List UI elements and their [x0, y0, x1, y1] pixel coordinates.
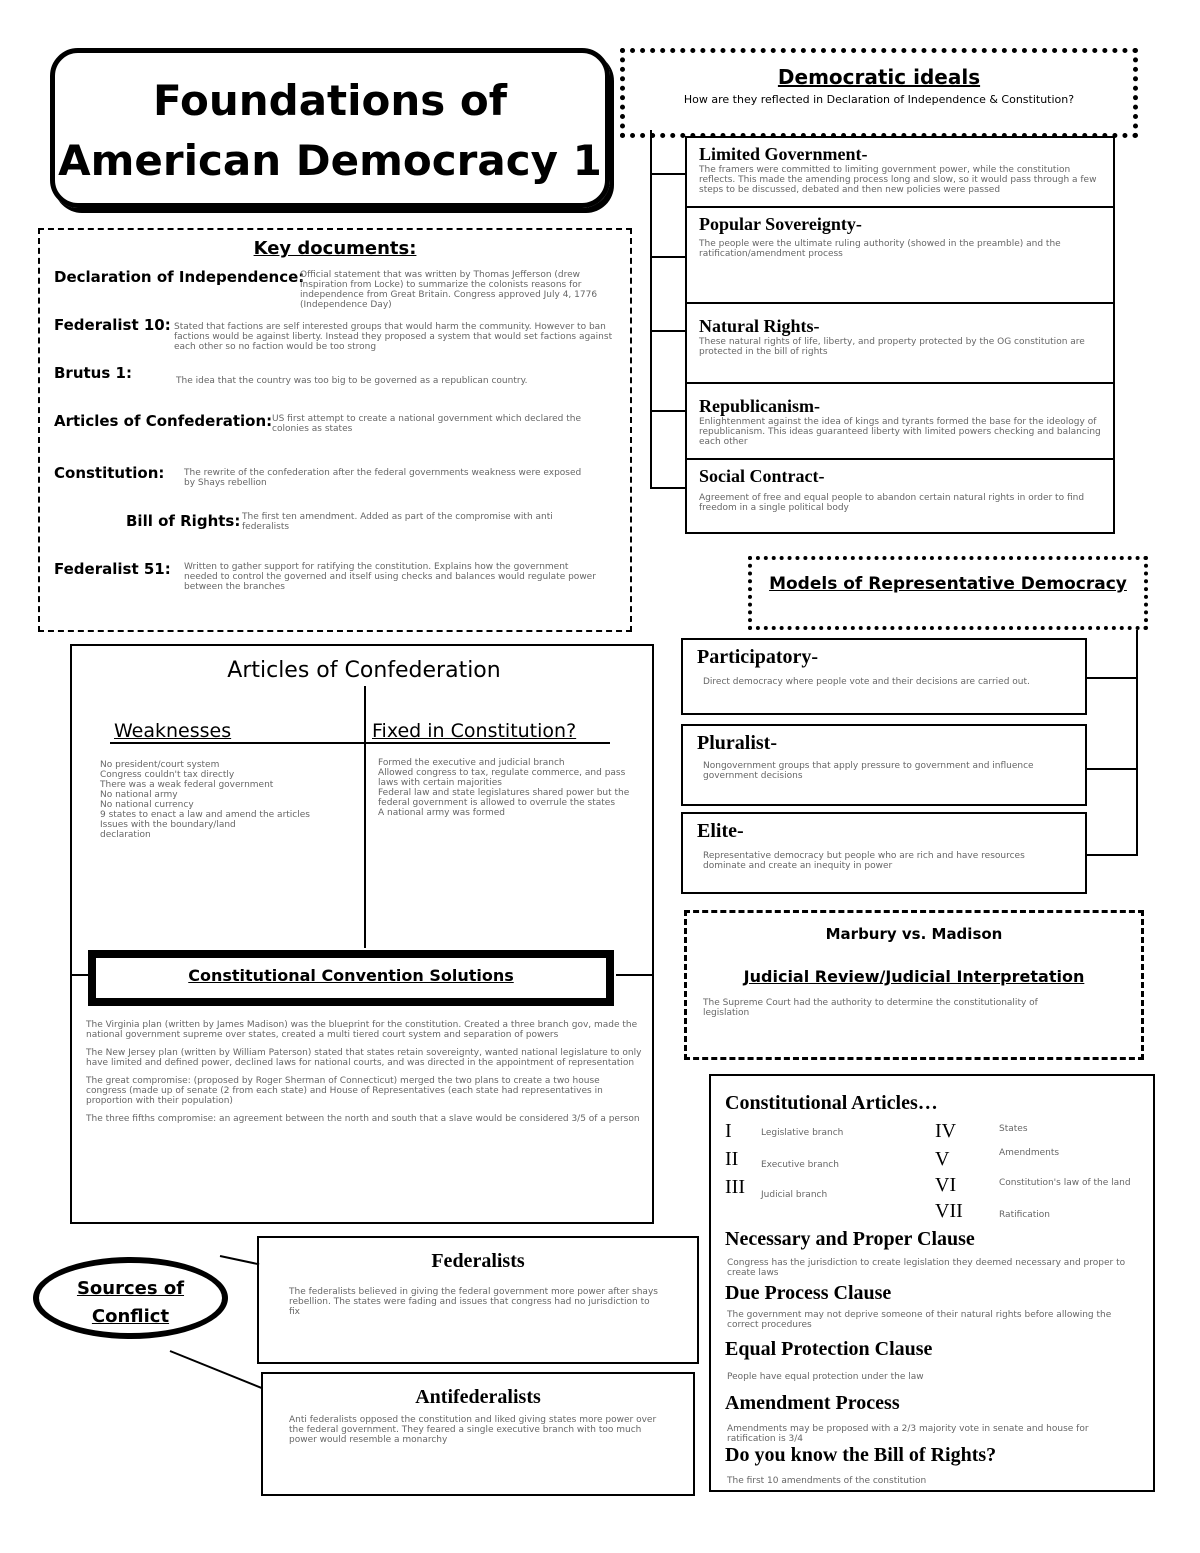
list-item: No national army [100, 790, 178, 800]
ccs-box [88, 950, 614, 1006]
ideals-connector [650, 173, 685, 175]
ideal-name: Natural Rights- [699, 316, 820, 336]
clause-name: Necessary and Proper Clause [725, 1228, 975, 1250]
model-pluralist [681, 724, 1087, 806]
list-item: No president/court system [100, 760, 220, 770]
conflict-heading-line-2: Conflict [91, 1306, 170, 1327]
conflict-heading-line-1: Sources of [76, 1278, 185, 1299]
ccs-connector-right [616, 974, 654, 976]
conflict-connector-top [220, 1255, 260, 1265]
clause-text: Amendments may be proposed with a 2/3 majority vote in senate and house for ratification is 3/4 [727, 1424, 1089, 1444]
marbury-subtitle: Judicial Review/Judicial Interpretation [743, 967, 1085, 986]
ideals-connector [650, 256, 685, 258]
title-line-1: Foundations of [152, 76, 508, 125]
article-label: Amendments [999, 1148, 1060, 1158]
article-number: II [725, 1148, 739, 1170]
democratic-ideals-header [620, 48, 1138, 138]
title-box [50, 48, 610, 208]
model-text: Nongovernment groups that apply pressure to government and influence government decisions [703, 761, 1034, 781]
doc-name: Brutus 1: [54, 364, 132, 382]
ideal-natural-rights [685, 302, 1115, 384]
doc-text: The idea that the country was too big to be governed as a republican country. [176, 376, 528, 386]
list-item: The three fifths compromise: an agreement between the north and south that a slave would be considered 3/5 of a person [86, 1114, 640, 1124]
list-item: Congress couldn't tax directly [100, 770, 235, 780]
list-item: Federal law and state legislatures shared power but the federal government is allowed to overrule the states [378, 788, 630, 808]
clause-name: Do you know the Bill of Rights? [725, 1444, 997, 1466]
ideals-connector-vertical [650, 130, 652, 488]
list-item: Formed the executive and judicial branch [378, 758, 565, 768]
models-header [748, 556, 1148, 630]
constitutional-articles-box [709, 1074, 1155, 1492]
list-item: A national army was formed [378, 808, 506, 818]
article-number: VII [935, 1200, 963, 1222]
doc-name: Bill of Rights: [126, 512, 241, 530]
article-number: I [725, 1120, 732, 1142]
doc-text: The first ten amendment. Added as part of the compromise with anti federalists [242, 512, 553, 532]
clause-name: Equal Protection Clause [725, 1338, 933, 1360]
key-documents-box [38, 228, 632, 632]
list-item: Allowed congress to tax, regulate commerce, and pass laws with certain majorities [378, 768, 626, 788]
title-line-2: American Democracy 1 [58, 136, 602, 185]
conflict-connector-bottom [170, 1350, 263, 1389]
ideal-text: The framers were committed to limiting government power, while the constitution reflects. This made the amending process long and slow, so it would pass through a few steps to be discussed, debated and then new policies were passed [699, 165, 1097, 195]
ideal-popular-sovereignty [685, 206, 1115, 304]
weaknesses-heading: Weaknesses [114, 720, 232, 742]
article-label: Constitution's law of the land [999, 1178, 1131, 1188]
models-connector [1087, 854, 1137, 856]
clause-name: Due Process Clause [725, 1282, 892, 1304]
models-connector [1087, 768, 1137, 770]
doc-text: Official statement that was written by Thomas Jefferson (drew inspiration from Locke) to summarize the colonists reasons for independence from Great Britain. Congress approved July 4, 1776 (Independence Day) [300, 270, 598, 310]
democratic-ideals-question: How are they reflected in Declaration of Independence & Constitution? [683, 93, 1075, 106]
clause-text: Congress has the jurisdiction to create legislation they deemed necessary and proper to create laws [727, 1258, 1126, 1278]
model-text: Direct democracy where people vote and their decisions are carried out. [703, 677, 1030, 687]
ideal-name: Limited Government- [699, 144, 868, 164]
federalists-heading: Federalists [431, 1250, 525, 1272]
aoc-title: Articles of Confederation [227, 658, 501, 683]
marbury-text: The Supreme Court had the authority to determine the constitutionality of legislation [703, 998, 1038, 1018]
article-label: Ratification [999, 1210, 1050, 1220]
federalists-text: The federalists believed in giving the federal government more power after shays rebellion. The states were fading and issues that congress had no jurisdiction to fix [289, 1287, 658, 1317]
ideal-text: Agreement of free and equal people to abandon certain natural rights in order to find freedom in a single political body [699, 493, 1085, 513]
article-label: Executive branch [761, 1160, 839, 1170]
ideals-connector [650, 410, 685, 412]
article-label: Judicial branch [761, 1190, 828, 1200]
models-heading: Models of Representative Democracy [769, 574, 1127, 594]
doc-name: Declaration of Independence: [54, 268, 305, 286]
clause-text: The government may not deprive someone of their natural rights before allowing the correct procedures [727, 1310, 1112, 1330]
clause-text: People have equal protection under the law [727, 1372, 924, 1382]
fixes-list [378, 758, 638, 818]
model-name: Pluralist- [697, 732, 777, 754]
model-name: Participatory- [697, 646, 819, 668]
aoc-divider-vertical [364, 686, 366, 948]
list-item: The Virginia plan (written by James Madison) was the blueprint for the constitution. Created a three branch gov, made the national government supreme over states, created a multi tiered court system and separation of powers [86, 1020, 638, 1040]
ideal-social-contract [685, 458, 1115, 534]
doc-text: Stated that factions are self interested groups that would harm the community. However to ban factions would be against liberty. Instead they proposed a system that would set factions against each other so no faction would be too strong [174, 322, 613, 352]
marbury-title: Marbury vs. Madison [825, 925, 1003, 943]
article-label: States [999, 1124, 1028, 1134]
doc-name: Constitution: [54, 464, 165, 482]
models-connector [1087, 677, 1137, 679]
ideals-connector [650, 487, 685, 489]
list-item: 9 states to enact a law and amend the articles [100, 810, 310, 820]
page-title [55, 71, 605, 191]
ideal-name: Social Contract- [699, 466, 825, 486]
ideal-name: Popular Sovereignty- [699, 214, 862, 234]
ideals-connector [650, 330, 685, 332]
article-number: III [725, 1176, 745, 1198]
ideal-limited-government [685, 136, 1115, 208]
antifederalists-text: Anti federalists opposed the constitution and liked giving states more power over the federal government. They feared a single executive branch with too much power would resemble a monarchy [289, 1415, 657, 1445]
aoc-box [70, 644, 654, 1224]
article-label: Legislative branch [761, 1128, 844, 1138]
model-participatory [681, 638, 1087, 715]
clause-name: Amendment Process [725, 1392, 900, 1414]
doc-name: Federalist 51: [54, 560, 171, 578]
federalists-box [257, 1236, 699, 1364]
fixed-heading: Fixed in Constitution? [372, 720, 577, 742]
antifederalists-box [261, 1372, 695, 1496]
models-connector-vertical [1136, 630, 1138, 856]
solutions-list [86, 1020, 642, 1124]
doc-text: Written to gather support for ratifying the constitution. Explains how the government needed to control the governed and itself using checks and balances would regulate power between the branches [184, 562, 596, 592]
doc-name: Articles of Confederation: [54, 412, 273, 430]
clause-text: The first 10 amendments of the constitution [727, 1476, 927, 1486]
aoc-divider-horizontal [110, 742, 610, 744]
list-item: declaration [100, 830, 151, 840]
model-elite [681, 812, 1087, 894]
list-item: There was a weak federal government [100, 780, 274, 790]
articles-heading: Constitutional Articles… [725, 1092, 938, 1114]
article-number: IV [935, 1120, 957, 1142]
ideal-name: Republicanism- [699, 396, 821, 416]
list-item: The New Jersey plan (written by William Paterson) stated that states retain sovereignty, wanted national legislature to only have limited and defined power, declined laws for national courts, and was directed in the appointment of representation [86, 1048, 642, 1068]
doc-text: The rewrite of the confederation after the federal governments weakness were exposed by Shays rebellion [184, 468, 582, 488]
weaknesses-list [100, 760, 340, 840]
article-number: VI [935, 1174, 957, 1196]
doc-name: Federalist 10: [54, 316, 171, 334]
list-item: Issues with the boundary/land [100, 820, 236, 830]
list-item: No national currency [100, 800, 194, 810]
key-documents-heading: Key documents: [253, 238, 417, 259]
model-text: Representative democracy but people who are rich and have resources dominate and create an inequity in power [703, 851, 1025, 871]
article-number: V [935, 1148, 950, 1170]
antifederalists-heading: Antifederalists [415, 1386, 541, 1408]
democratic-ideals-heading: Democratic ideals [777, 65, 981, 89]
marbury-box [684, 910, 1144, 1060]
doc-text: US first attempt to create a national government which declared the colonies as states [272, 414, 582, 434]
ideal-republicanism [685, 382, 1115, 460]
ideal-text: Enlightenment against the idea of kings and tyrants formed the base for the ideology of republicanism. This ideas guaranteed liberty with limited powers checking and balancing each other [699, 417, 1101, 447]
ccs-title: Constitutional Convention Solutions [188, 966, 514, 985]
ideal-text: The people were the ultimate ruling authority (showed in the preamble) and the ratification/amendment process [699, 239, 1061, 259]
sources-of-conflict [33, 1257, 228, 1339]
model-name: Elite- [697, 820, 744, 842]
list-item: The great compromise: (proposed by Roger Sherman of Connecticut) merged the two plans to create a two house congress (made up of senate (2 from each state) and House of Representatives (each state had representatives in proportion with their population) [86, 1076, 603, 1106]
ideal-text: These natural rights of life, liberty, and property protected by the OG constitution are protected in the bill of rights [699, 337, 1085, 357]
